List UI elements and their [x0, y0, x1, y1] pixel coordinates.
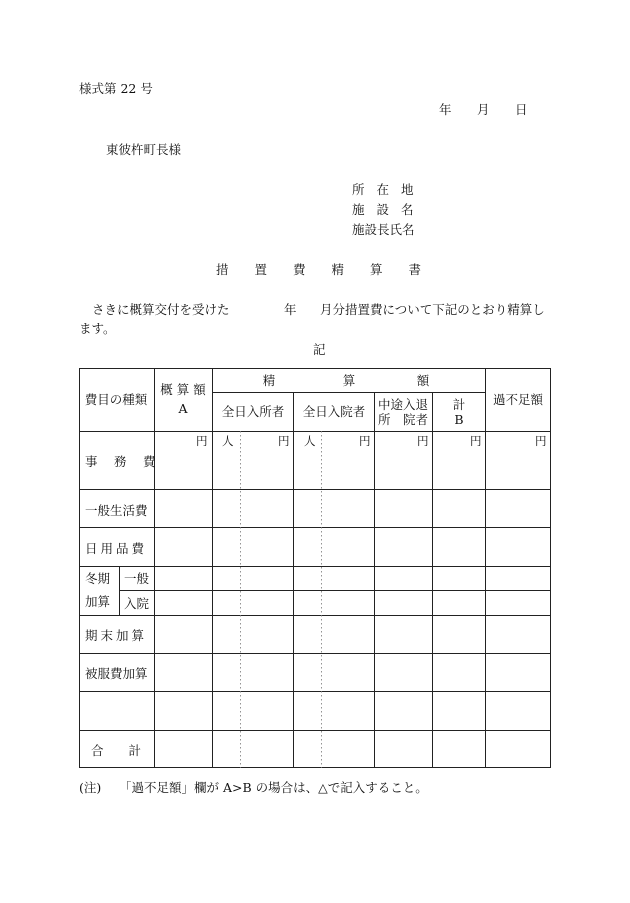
- unit-person-hospital: 人: [304, 434, 316, 448]
- body-text-part2: 月分措置費について下記のとおり精算し: [320, 302, 545, 317]
- facility-name-label: 施 設 名: [352, 202, 418, 217]
- header-settlement-char3: 額: [416, 373, 430, 388]
- document-title: 措置費精算書: [216, 262, 448, 277]
- director-name-label: 施設長氏名: [352, 222, 415, 237]
- date-day-label: 日: [515, 102, 528, 117]
- header-settlement-char1: 精: [262, 373, 276, 388]
- header-estimate-code: A: [178, 401, 188, 416]
- header-midway-line2: 所 院者: [377, 412, 429, 427]
- header-item-type: 費目の種類: [84, 392, 148, 407]
- row-label-clothing: 被服費加算: [85, 666, 148, 681]
- settlement-table: [79, 368, 551, 768]
- unit-person-admission: 人: [222, 434, 234, 448]
- body-text-year: 年: [284, 302, 297, 317]
- address-label: 所 在 地: [352, 182, 418, 197]
- unit-yen-hospital: 円: [359, 434, 371, 448]
- row-label-winter-hospital: 入院: [124, 596, 150, 611]
- body-text-line2: ます。: [79, 321, 116, 336]
- row-label-daily: 日用品費: [85, 541, 148, 556]
- ki-label: 記: [313, 342, 326, 357]
- unit-yen-midway: 円: [417, 434, 429, 448]
- form-number: 様式第 22 号: [79, 81, 153, 96]
- row-label-winter-line2: 加算: [85, 594, 111, 609]
- row-label-office: 事 務 費: [85, 454, 158, 469]
- row-label-winter-general: 一般: [124, 571, 150, 586]
- header-estimate: 概 算 額: [160, 382, 206, 397]
- note-label: (注): [79, 780, 102, 795]
- unit-yen-admission: 円: [278, 434, 290, 448]
- date-month-label: 月: [477, 102, 490, 117]
- row-label-living: 一般生活費: [85, 503, 148, 518]
- note-text: 「過不足額」欄が A>B の場合は、△で記入すること。: [119, 780, 428, 795]
- header-total: 計: [452, 397, 466, 412]
- unit-yen-balance: 円: [535, 434, 547, 448]
- addressee: 東彼杵町長様: [106, 142, 182, 157]
- header-full-day-admission: 全日入所者: [221, 404, 285, 419]
- unit-yen-estimate: 円: [196, 434, 208, 448]
- unit-yen-total: 円: [470, 434, 482, 448]
- header-balance: 過不足額: [492, 392, 544, 407]
- body-text-part1: さきに概算交付を受けた: [92, 302, 230, 317]
- header-total-code: B: [454, 412, 464, 427]
- table-grid-lines: [79, 368, 551, 768]
- row-label-yearend: 期末加算: [85, 628, 148, 643]
- header-settlement-char2: 算: [342, 373, 356, 388]
- header-full-day-hospital: 全日入院者: [302, 404, 366, 419]
- header-midway-line1: 中途入退: [377, 397, 429, 412]
- date-year-label: 年: [439, 102, 452, 117]
- row-label-winter-line1: 冬期: [85, 571, 111, 586]
- row-label-total: 合 計: [91, 743, 142, 758]
